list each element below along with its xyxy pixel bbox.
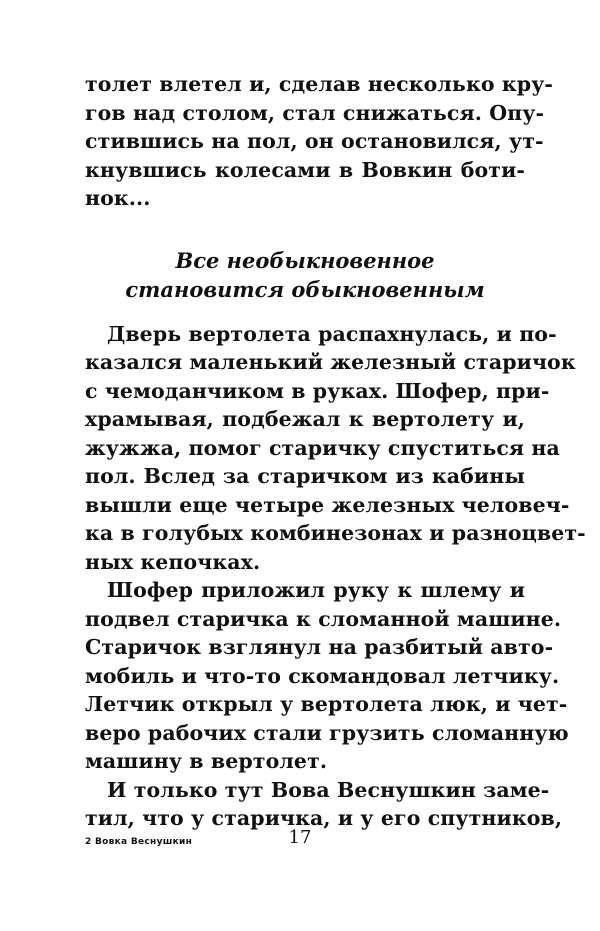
text-line: Старичок взглянул на разбитый авто- bbox=[85, 635, 554, 659]
paragraph-2 bbox=[85, 320, 586, 577]
text-line: вышли еще четыре железных человеч- bbox=[85, 492, 570, 517]
spacer bbox=[85, 304, 525, 320]
page-footer bbox=[85, 827, 525, 857]
paragraph-4 bbox=[85, 776, 563, 833]
paragraph-3 bbox=[85, 576, 569, 776]
text-line: машину в вертолет. bbox=[85, 749, 328, 773]
chapter-heading-line-1: Все необыкновенное bbox=[175, 247, 435, 273]
text-line: тил, что у старичка, и у его спутников, bbox=[85, 806, 563, 830]
paragraph-continued bbox=[85, 70, 554, 213]
text-line: жужжа, помог старичку спуститься на bbox=[85, 435, 560, 460]
text-line: мобиль и что-то скомандовал летчику. bbox=[85, 663, 560, 688]
text-line: И только тут Вова Веснушкин заме- bbox=[107, 777, 550, 802]
text-line: нок... bbox=[85, 186, 151, 210]
text-line: ных кепочках. bbox=[85, 549, 261, 574]
text-line: гов над столом, стал снижаться. Опу- bbox=[85, 100, 545, 125]
text-line: Летчик открыл у вертолета люк, и чет- bbox=[85, 692, 568, 716]
text-line: веро рабочих стали грузить сломанную bbox=[85, 720, 569, 745]
book-page bbox=[85, 70, 586, 833]
text-line: храмывая, подбежал к вертолету и, bbox=[85, 407, 525, 431]
text-line: Дверь вертолета распахнулась, и по- bbox=[107, 321, 557, 346]
text-line: Шофер приложил руку к шлему и bbox=[107, 578, 525, 602]
text-line: кнувшись колесами в Вовкин боти- bbox=[85, 157, 525, 182]
page-number: 17 bbox=[288, 827, 312, 848]
chapter-heading bbox=[85, 246, 525, 304]
printer-signature: 2 Вовка Веснушкин bbox=[85, 837, 193, 847]
chapter-heading-line-2: становится обыкновенным bbox=[125, 276, 485, 302]
text-line: с чемоданчиком в руках. Шофер, при- bbox=[85, 378, 550, 403]
text-line: толет влетел и, сделав несколько кру- bbox=[85, 72, 554, 96]
text-line: ка в голубых комбинезонах и разноцвет- bbox=[85, 521, 586, 545]
text-line: пол. Вслед за старичком из кабины bbox=[85, 464, 525, 488]
text-line: подвел старичка к сломанной машине. bbox=[85, 606, 562, 631]
text-line: стившись на пол, он остановился, ут- bbox=[85, 129, 544, 153]
spacer bbox=[85, 213, 525, 246]
text-line: казался маленький железный старичок bbox=[85, 350, 576, 374]
